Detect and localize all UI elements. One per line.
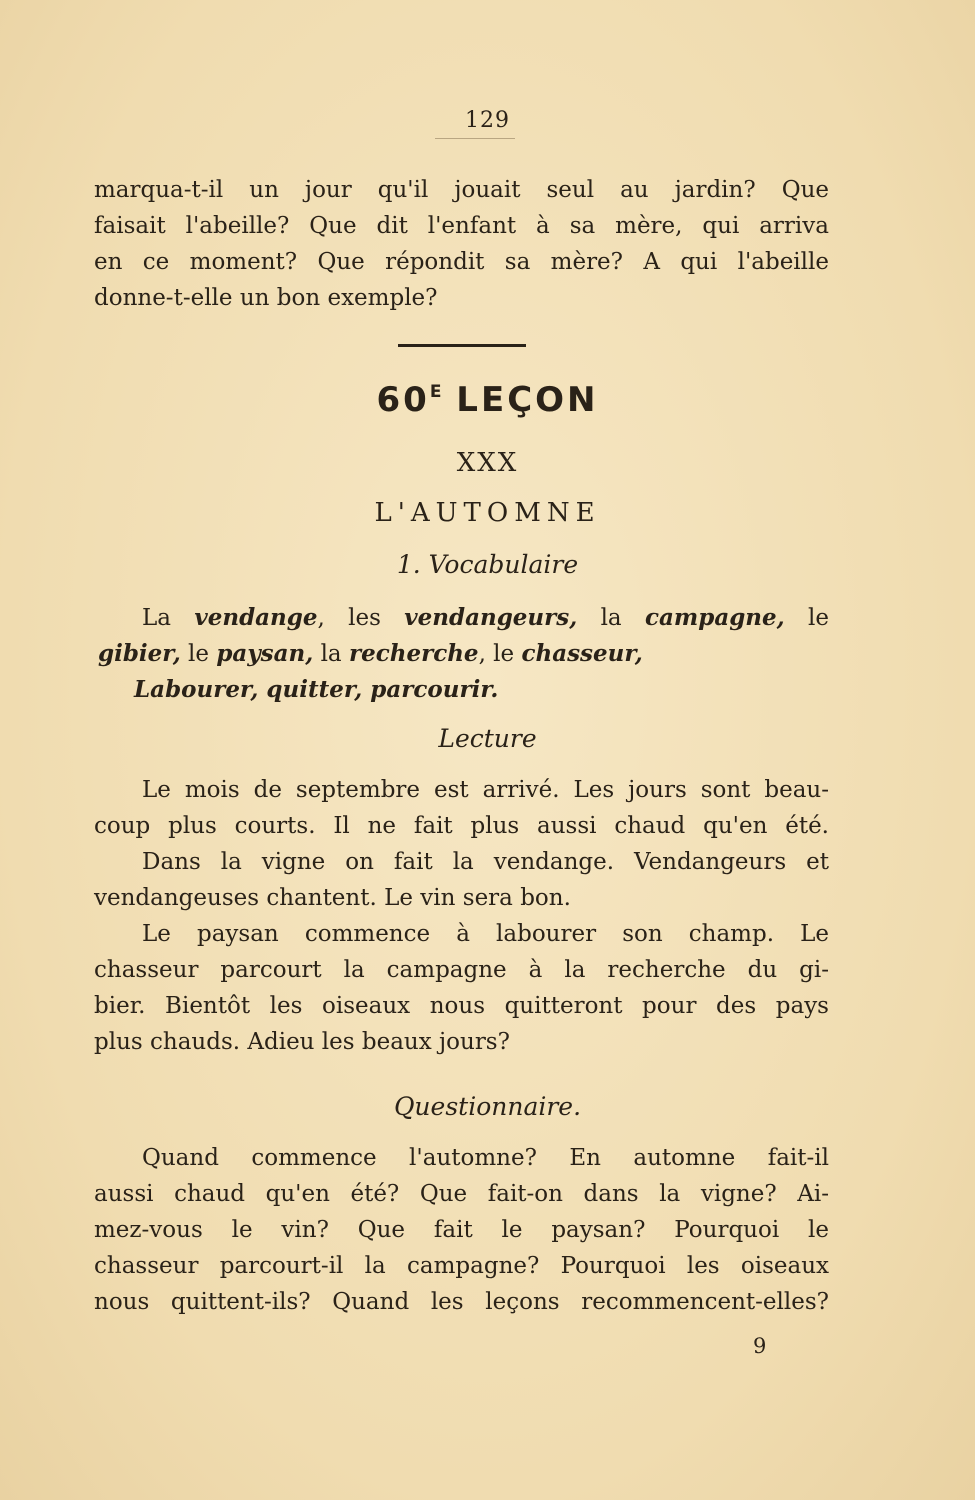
- questionnaire-heading: Questionnaire.: [393, 1092, 582, 1121]
- vocabulary-line-3: Labourer, quitter, parcourir.: [134, 676, 499, 703]
- reading-line: Le paysan commence à labourer son champ. Le: [142, 921, 829, 947]
- reading-line: bier. Bientôt les oiseaux nous quitteront pour des pays: [94, 993, 829, 1019]
- vocabulary-line-2: [94, 636, 829, 672]
- vocabulary-line-1: [94, 600, 829, 636]
- lesson-word: LEÇON: [456, 380, 599, 420]
- reading-line: Dans la vigne on fait la vendange. Vendangeurs et: [142, 849, 829, 875]
- lesson-superscript: E: [429, 382, 442, 402]
- reading-line: coup plus courts. Il ne fait plus aussi chaud qu'en été.: [94, 813, 829, 839]
- questionnaire-line: mez-vous le vin? Que fait le paysan? Pourquoi le: [94, 1217, 829, 1243]
- questionnaire-line: Quand commence l'automne? En automne fait-il: [142, 1145, 829, 1171]
- lesson-number: 60: [376, 380, 430, 420]
- reading-line: chasseur parcourt la campagne à la recherche du gi-: [94, 957, 829, 983]
- section-divider: [398, 344, 526, 347]
- reading-heading: Lecture: [438, 724, 537, 753]
- vocab-text: la: [313, 641, 349, 667]
- vocab-word: recherche: [348, 640, 479, 667]
- vocab-text: le: [784, 605, 829, 631]
- questionnaire-line: aussi chaud qu'en été? Que fait-on dans la vigne? Ai-: [94, 1181, 829, 1207]
- questionnaire-paragraph: [94, 1140, 829, 1320]
- reading-paragraph: [94, 772, 829, 1060]
- vocab-text: la: [577, 605, 645, 631]
- lesson-roman-numeral: XXX: [456, 448, 519, 478]
- vocab-word: chasseur,: [521, 640, 643, 667]
- lesson-title: L'AUTOMNE: [374, 498, 601, 528]
- vocab-text: , les: [317, 605, 405, 631]
- page-number-rule: [435, 138, 515, 139]
- questionnaire-line: chasseur parcourt-il la campagne? Pourquoi les oiseaux: [94, 1253, 829, 1279]
- reading-line: vendangeuses chantent. Le vin sera bon.: [94, 885, 571, 911]
- vocabulary-paragraph: [94, 600, 829, 708]
- intro-line: marqua-t-il un jour qu'il jouait seul au jardin? Que: [94, 177, 829, 203]
- vocab-text: le: [180, 641, 217, 667]
- vocab-word: vendangeurs,: [404, 604, 578, 631]
- intro-line: faisait l'abeille? Que dit l'enfant à sa mère, qui arriva: [94, 213, 829, 239]
- reading-line: Le mois de septembre est arrivé. Les jours sont beau-: [142, 777, 829, 803]
- questionnaire-line: nous quittent-ils? Quand les leçons recommencent-elles?: [94, 1289, 829, 1315]
- page-number: 129: [465, 108, 510, 133]
- vocab-word: campagne,: [645, 604, 785, 631]
- vocabulary-heading: 1. Vocabulaire: [396, 550, 579, 579]
- vocab-text: , le: [478, 641, 522, 667]
- intro-line: en ce moment? Que répondit sa mère? A qui l'abeille: [94, 249, 829, 275]
- vocab-word: gibier,: [98, 640, 181, 667]
- intro-paragraph: [94, 172, 829, 316]
- signature-mark: 9: [753, 1334, 767, 1358]
- reading-line: plus chauds. Adieu les beaux jours?: [94, 1029, 510, 1055]
- vocab-word: paysan,: [216, 640, 314, 667]
- intro-line: donne-t-elle un bon exemple?: [94, 285, 438, 311]
- vocab-text: La: [142, 605, 195, 631]
- vocab-word: vendange: [194, 604, 318, 631]
- lesson-heading: [0, 380, 975, 420]
